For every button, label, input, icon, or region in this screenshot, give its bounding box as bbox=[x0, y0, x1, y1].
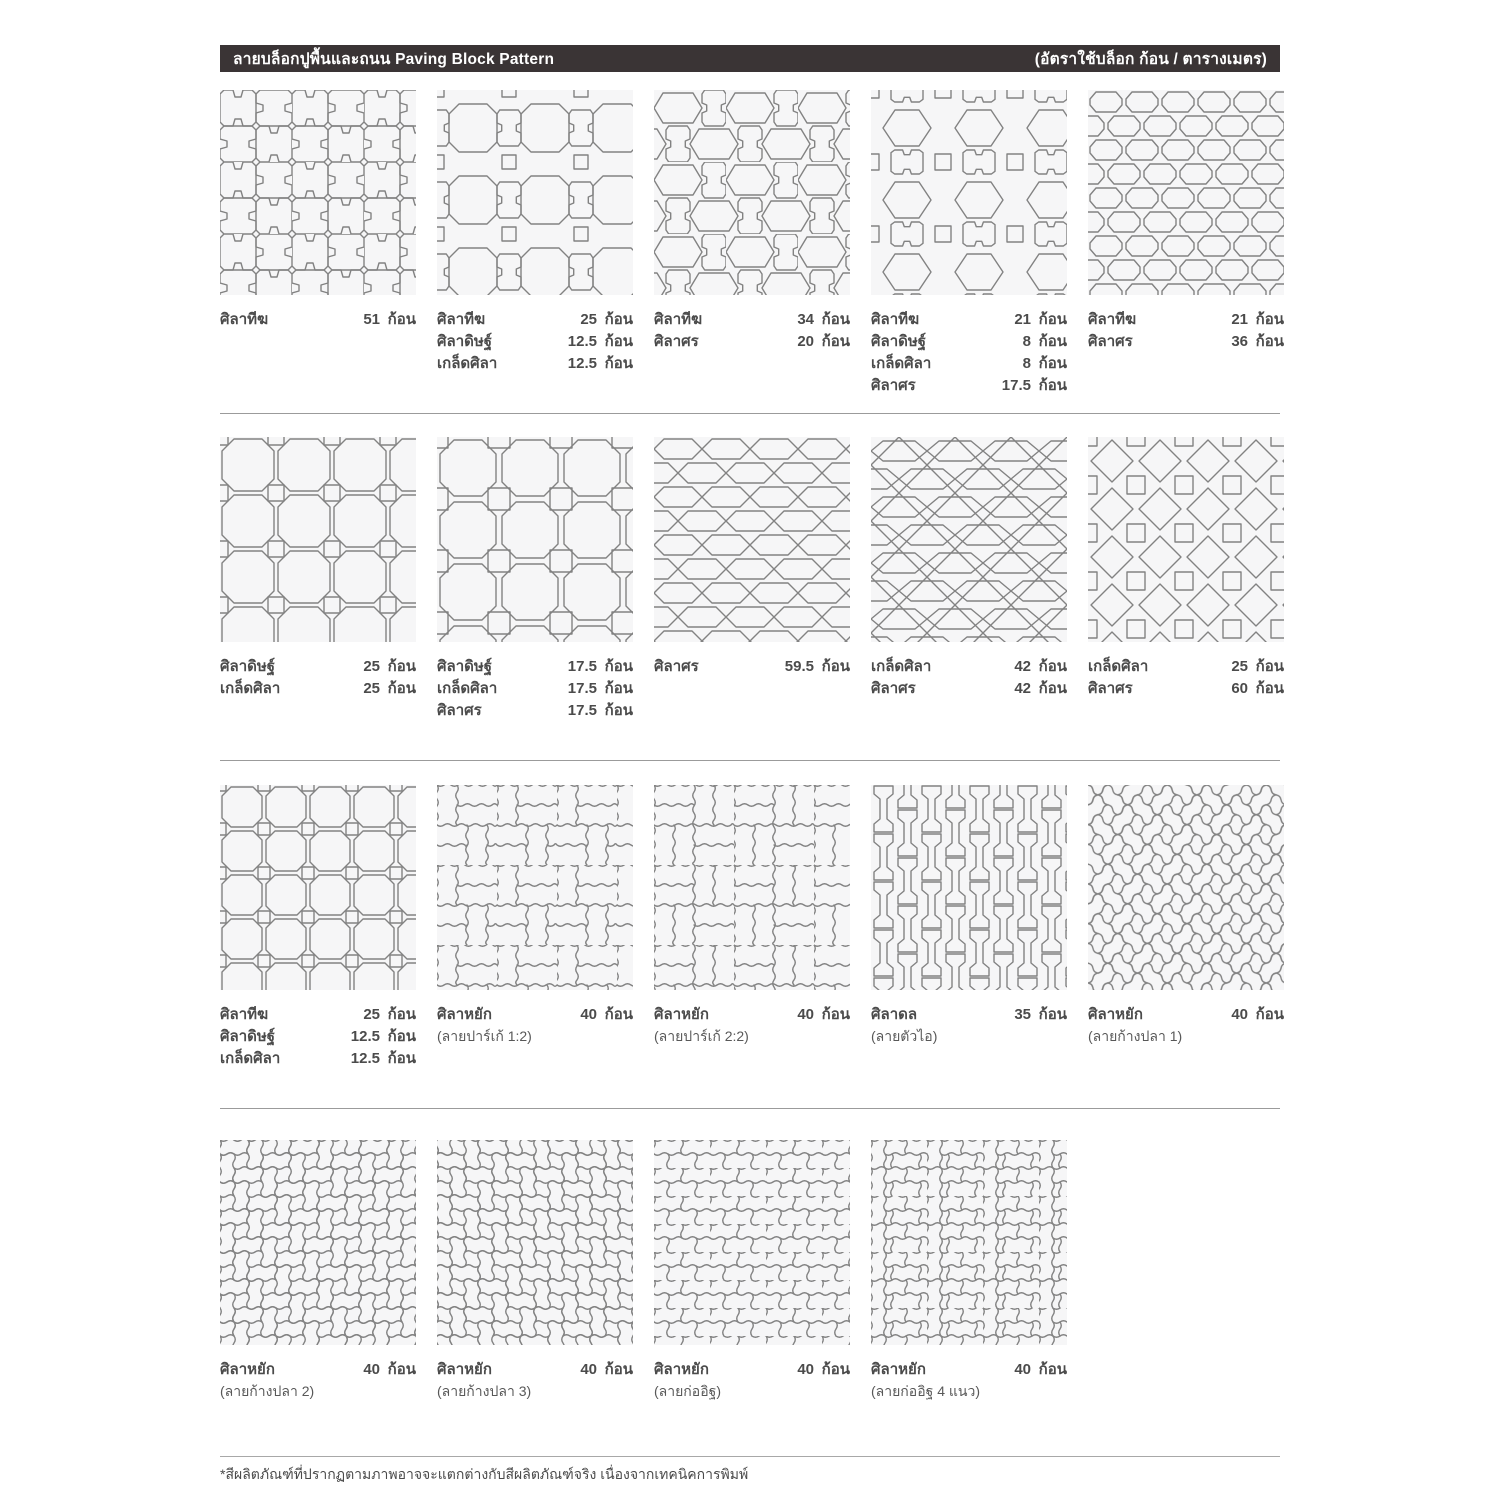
usage-line bbox=[220, 1359, 416, 1381]
usage-qty: 42 bbox=[1014, 658, 1031, 675]
product-name: ศิลาดิษฐ์ bbox=[220, 1028, 276, 1045]
row-divider bbox=[220, 1108, 1280, 1109]
usage-line bbox=[871, 678, 1067, 700]
usage-qty: 12.5 bbox=[350, 1028, 380, 1045]
usage-unit: ก้อน bbox=[387, 680, 416, 697]
product-name: ศิลาศร bbox=[871, 680, 916, 697]
usage-line bbox=[654, 1359, 850, 1381]
pattern-swatch-wavy-parquet-12 bbox=[437, 785, 633, 990]
usage-unit: ก้อน bbox=[604, 355, 633, 372]
product-name: เกล็ดศิลา bbox=[437, 355, 498, 372]
usage-line bbox=[1088, 656, 1284, 678]
usage-qty: 35 bbox=[1014, 1006, 1031, 1023]
product-name: ศิลาศร bbox=[654, 333, 699, 350]
pattern-labels bbox=[654, 1004, 850, 1047]
usage-unit: ก้อน bbox=[604, 680, 633, 697]
usage-unit: ก้อน bbox=[1038, 1361, 1067, 1378]
usage-line bbox=[871, 1359, 1067, 1381]
usage-unit: ก้อน bbox=[1038, 377, 1067, 394]
product-name: ศิลาศร bbox=[871, 377, 916, 394]
pattern-labels bbox=[871, 1359, 1067, 1402]
usage-qty: 8 bbox=[1022, 333, 1031, 350]
usage-qty: 25 bbox=[580, 311, 597, 328]
usage-unit: ก้อน bbox=[821, 658, 850, 675]
usage-line bbox=[871, 309, 1067, 331]
usage-qty: 36 bbox=[1231, 333, 1248, 350]
usage-unit: ก้อน bbox=[821, 311, 850, 328]
usage-unit: ก้อน bbox=[1038, 311, 1067, 328]
usage-unit: ก้อน bbox=[1038, 680, 1067, 697]
pattern-labels bbox=[654, 656, 850, 678]
pattern-swatch-wavy-brick-4 bbox=[871, 1140, 1067, 1345]
pattern-labels bbox=[871, 656, 1067, 700]
pattern-row bbox=[220, 437, 1284, 722]
usage-qty: 40 bbox=[580, 1361, 597, 1378]
usage-line bbox=[437, 678, 633, 700]
pattern-cell bbox=[654, 785, 850, 1070]
footer-note: *สีผลิตภัณฑ์ที่ปรากฏตามภาพอาจจะแตกต่างกับสีผลิตภัณฑ์จริง เนื่องจากเทคนิคการพิมพ์ bbox=[220, 1466, 749, 1482]
pattern-row bbox=[220, 90, 1284, 397]
product-name: ศิลาหยัก bbox=[654, 1361, 709, 1378]
pattern-swatch-hex-square-i bbox=[871, 90, 1067, 295]
pattern-cell bbox=[871, 785, 1067, 1070]
usage-line bbox=[220, 678, 416, 700]
usage-unit: ก้อน bbox=[387, 1028, 416, 1045]
pattern-swatch-oct-stagger bbox=[1088, 90, 1284, 295]
usage-unit: ก้อน bbox=[604, 658, 633, 675]
pattern-swatch-oct-square bbox=[220, 437, 416, 642]
pattern-cell bbox=[1088, 437, 1284, 722]
product-name: ศิลาศร bbox=[1088, 333, 1133, 350]
usage-unit: ก้อน bbox=[821, 1361, 850, 1378]
pattern-swatch-i-weave bbox=[220, 90, 416, 295]
product-name: ศิลาหยัก bbox=[1088, 1006, 1143, 1023]
header-bar bbox=[220, 45, 1280, 72]
pattern-cell bbox=[437, 437, 633, 722]
usage-unit: ก้อน bbox=[821, 1006, 850, 1023]
product-name: ศิลาศร bbox=[654, 658, 699, 675]
usage-unit: ก้อน bbox=[387, 1361, 416, 1378]
usage-unit: ก้อน bbox=[1255, 658, 1284, 675]
pattern-labels bbox=[437, 656, 633, 722]
pattern-variant-label: (ลายก้างปลา 1) bbox=[1088, 1028, 1183, 1044]
row-divider bbox=[220, 760, 1280, 761]
usage-unit: ก้อน bbox=[821, 333, 850, 350]
usage-line bbox=[220, 1004, 416, 1026]
product-name: ศิลาหยัก bbox=[437, 1361, 492, 1378]
pattern-variant-label: (ลายก่ออิฐ) bbox=[654, 1383, 721, 1399]
usage-line bbox=[220, 309, 416, 331]
usage-line bbox=[220, 1026, 416, 1048]
pattern-cell bbox=[220, 1140, 416, 1402]
usage-qty: 12.5 bbox=[567, 355, 597, 372]
pattern-labels bbox=[1088, 656, 1284, 700]
usage-unit: ก้อน bbox=[1038, 1006, 1067, 1023]
usage-line bbox=[654, 331, 850, 353]
usage-line bbox=[437, 656, 633, 678]
usage-unit: ก้อน bbox=[1038, 355, 1067, 372]
usage-line bbox=[1088, 1004, 1284, 1026]
usage-line bbox=[654, 656, 850, 678]
pattern-row bbox=[220, 1140, 1280, 1402]
pattern-swatch-oct-square-i bbox=[437, 90, 633, 295]
product-name: ศิลาทีฆ bbox=[437, 311, 486, 328]
usage-qty: 17.5 bbox=[567, 680, 597, 697]
pattern-labels bbox=[1088, 1004, 1284, 1047]
pattern-swatch-wavy-herringbone-3 bbox=[437, 1140, 633, 1345]
product-name: ศิลาหยัก bbox=[437, 1006, 492, 1023]
pattern-variant-label: (ลายก้างปลา 2) bbox=[220, 1383, 315, 1399]
pattern-cell bbox=[220, 90, 416, 397]
product-name: ศิลาหยัก bbox=[871, 1361, 926, 1378]
product-name: ศิลาทีฆ bbox=[220, 1006, 269, 1023]
usage-line bbox=[437, 331, 633, 353]
usage-qty: 17.5 bbox=[567, 658, 597, 675]
pattern-cell bbox=[871, 1140, 1067, 1402]
usage-line bbox=[871, 656, 1067, 678]
usage-qty: 40 bbox=[1231, 1006, 1248, 1023]
product-name: เกล็ดศิลา bbox=[871, 658, 932, 675]
product-name: ศิลาทีฆ bbox=[871, 311, 920, 328]
usage-line bbox=[220, 1048, 416, 1070]
pattern-cell bbox=[220, 437, 416, 722]
pattern-swatch-diamond-hex bbox=[871, 437, 1067, 642]
usage-unit: ก้อน bbox=[387, 1006, 416, 1023]
usage-qty: 25 bbox=[1231, 658, 1248, 675]
usage-unit: ก้อน bbox=[1255, 311, 1284, 328]
usage-qty: 17.5 bbox=[567, 702, 597, 719]
pattern-cell bbox=[437, 90, 633, 397]
pattern-labels bbox=[437, 1359, 633, 1402]
pattern-labels bbox=[437, 309, 633, 375]
usage-line bbox=[871, 375, 1067, 397]
usage-line bbox=[871, 331, 1067, 353]
pattern-cell bbox=[1088, 785, 1284, 1070]
usage-qty: 21 bbox=[1014, 311, 1031, 328]
product-name: เกล็ดศิลา bbox=[1088, 658, 1149, 675]
usage-line bbox=[437, 309, 633, 331]
product-name: ศิลาทีฆ bbox=[654, 311, 703, 328]
product-name: ศิลาดิษฐ์ bbox=[220, 658, 276, 675]
pattern-cell bbox=[654, 1140, 850, 1402]
product-name: ศิลาศร bbox=[1088, 680, 1133, 697]
usage-qty: 40 bbox=[580, 1006, 597, 1023]
pattern-variant-label: (ลายตัวไอ) bbox=[871, 1028, 938, 1044]
usage-qty: 12.5 bbox=[567, 333, 597, 350]
product-name: เกล็ดศิลา bbox=[437, 680, 498, 697]
pattern-labels bbox=[654, 309, 850, 353]
product-name: ศิลาหยัก bbox=[654, 1006, 709, 1023]
usage-line bbox=[1088, 331, 1284, 353]
usage-unit: ก้อน bbox=[387, 1050, 416, 1067]
usage-qty: 51 bbox=[363, 311, 380, 328]
usage-unit: ก้อน bbox=[604, 1006, 633, 1023]
usage-qty: 25 bbox=[363, 680, 380, 697]
usage-line bbox=[654, 309, 850, 331]
usage-unit: ก้อน bbox=[1255, 680, 1284, 697]
usage-unit: ก้อน bbox=[604, 702, 633, 719]
usage-unit: ก้อน bbox=[387, 311, 416, 328]
pattern-cell bbox=[1088, 90, 1284, 397]
usage-unit: ก้อน bbox=[604, 311, 633, 328]
pattern-variant-label: (ลายก้างปลา 3) bbox=[437, 1383, 532, 1399]
pattern-swatch-oct-square-small bbox=[220, 785, 416, 990]
row-divider bbox=[220, 413, 1280, 414]
rate-unit-label: (อัตราใช้บล็อก ก้อน / ตารางเมตร) bbox=[1034, 51, 1267, 68]
usage-unit: ก้อน bbox=[1255, 333, 1284, 350]
pattern-cell bbox=[654, 437, 850, 722]
usage-unit: ก้อน bbox=[1038, 658, 1067, 675]
pattern-row bbox=[220, 785, 1284, 1070]
usage-qty: 8 bbox=[1022, 355, 1031, 372]
pattern-variant-label: (ลายปาร์เก้ 2:2) bbox=[654, 1028, 749, 1044]
product-name: ศิลาทีฆ bbox=[220, 311, 269, 328]
usage-line bbox=[871, 1004, 1067, 1026]
pattern-labels bbox=[220, 656, 416, 700]
usage-qty: 20 bbox=[797, 333, 814, 350]
usage-line bbox=[437, 1359, 633, 1381]
usage-qty: 17.5 bbox=[1001, 377, 1031, 394]
pattern-cell bbox=[654, 90, 850, 397]
usage-line bbox=[1088, 309, 1284, 331]
page-title: ลายบล็อกปูพื้นและถนน Paving Block Pattern bbox=[233, 51, 555, 68]
usage-line bbox=[437, 1004, 633, 1026]
usage-qty: 42 bbox=[1014, 680, 1031, 697]
usage-line bbox=[1088, 678, 1284, 700]
usage-qty: 40 bbox=[363, 1361, 380, 1378]
pattern-labels bbox=[220, 309, 416, 331]
usage-line bbox=[220, 656, 416, 678]
pattern-labels bbox=[220, 1359, 416, 1402]
product-name: ศิลาดิษฐ์ bbox=[437, 333, 493, 350]
pattern-labels bbox=[871, 309, 1067, 397]
pattern-swatch-oct-square-big bbox=[437, 437, 633, 642]
product-name: เกล็ดศิลา bbox=[220, 1050, 281, 1067]
usage-qty: 21 bbox=[1231, 311, 1248, 328]
pattern-labels bbox=[654, 1359, 850, 1402]
pattern-cell bbox=[220, 785, 416, 1070]
usage-qty: 12.5 bbox=[350, 1050, 380, 1067]
usage-qty: 25 bbox=[363, 658, 380, 675]
pattern-swatch-i-columns bbox=[871, 785, 1067, 990]
usage-unit: ก้อน bbox=[604, 1361, 633, 1378]
usage-qty: 40 bbox=[797, 1361, 814, 1378]
pattern-labels bbox=[220, 1004, 416, 1070]
usage-line bbox=[654, 1004, 850, 1026]
product-name: เกล็ดศิลา bbox=[220, 680, 281, 697]
usage-qty: 34 bbox=[797, 311, 814, 328]
pattern-cell bbox=[871, 90, 1067, 397]
pattern-swatch-wavy-herringbone-45 bbox=[1088, 785, 1284, 990]
usage-unit: ก้อน bbox=[1038, 333, 1067, 350]
pattern-swatch-hex-i bbox=[654, 90, 850, 295]
pattern-labels bbox=[1088, 309, 1284, 353]
product-name: ศิลาดิษฐ์ bbox=[437, 658, 493, 675]
pattern-swatch-wavy-parquet-22 bbox=[654, 785, 850, 990]
product-name: ศิลาศร bbox=[437, 702, 482, 719]
product-name: เกล็ดศิลา bbox=[871, 355, 932, 372]
pattern-labels bbox=[437, 1004, 633, 1047]
usage-qty: 59.5 bbox=[784, 658, 814, 675]
usage-qty: 40 bbox=[797, 1006, 814, 1023]
usage-qty: 60 bbox=[1231, 680, 1248, 697]
pattern-swatch-wavy-brick bbox=[654, 1140, 850, 1345]
pattern-swatch-square-diamond bbox=[1088, 437, 1284, 642]
footer-divider bbox=[220, 1456, 1280, 1457]
usage-qty: 25 bbox=[363, 1006, 380, 1023]
pattern-variant-label: (ลายก่ออิฐ 4 แนว) bbox=[871, 1383, 981, 1399]
pattern-variant-label: (ลายปาร์เก้ 1:2) bbox=[437, 1028, 532, 1044]
pattern-labels bbox=[871, 1004, 1067, 1047]
usage-line bbox=[437, 353, 633, 375]
usage-unit: ก้อน bbox=[1255, 1006, 1284, 1023]
pattern-swatch-hex-stretch bbox=[654, 437, 850, 642]
usage-qty: 40 bbox=[1014, 1361, 1031, 1378]
product-name: ศิลาดิษฐ์ bbox=[871, 333, 927, 350]
product-name: ศิลาดล bbox=[871, 1006, 918, 1023]
product-name: ศิลาทีฆ bbox=[1088, 311, 1137, 328]
product-name: ศิลาหยัก bbox=[220, 1361, 275, 1378]
usage-unit: ก้อน bbox=[387, 658, 416, 675]
usage-line bbox=[437, 700, 633, 722]
pattern-swatch-wavy-herringbone-90 bbox=[220, 1140, 416, 1345]
usage-line bbox=[871, 353, 1067, 375]
pattern-cell bbox=[437, 1140, 633, 1402]
usage-unit: ก้อน bbox=[604, 333, 633, 350]
pattern-cell bbox=[871, 437, 1067, 722]
pattern-cell bbox=[437, 785, 633, 1070]
